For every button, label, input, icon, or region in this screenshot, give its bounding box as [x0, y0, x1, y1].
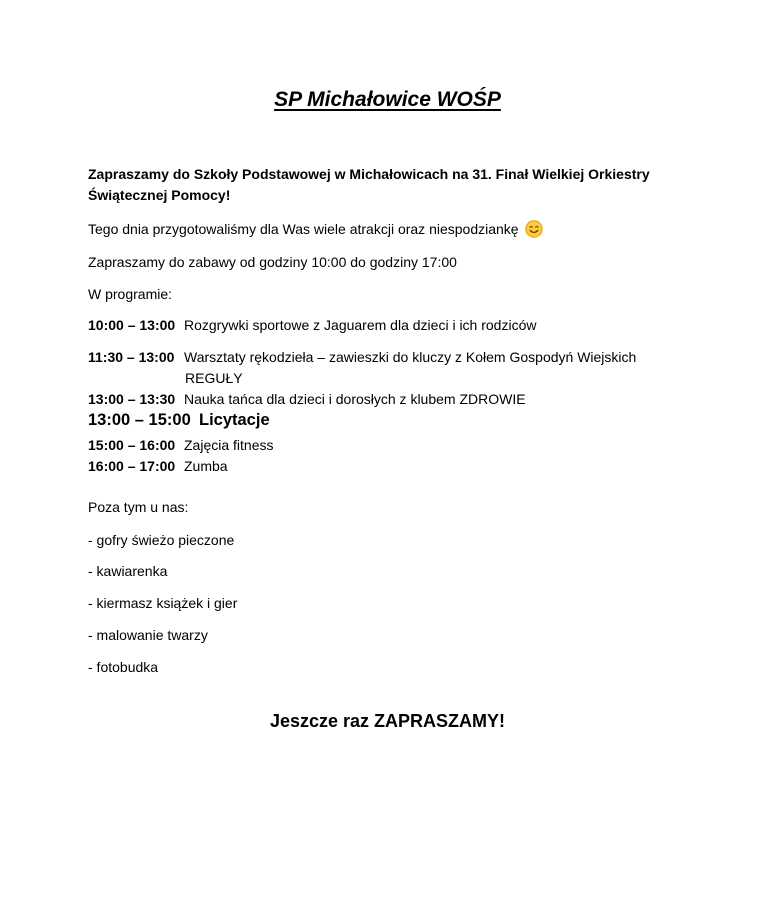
- schedule-time: 11:30 – 13:00: [88, 349, 175, 365]
- schedule-activity: Zajęcia fitness: [184, 437, 274, 453]
- schedule-time: 16:00 – 17:00: [88, 458, 176, 474]
- program-heading: W programie:: [88, 286, 173, 302]
- list-item: - fotobudka: [88, 659, 159, 675]
- schedule-activity-continuation: REGUŁY: [185, 370, 243, 386]
- schedule-activity: Licytacje: [199, 411, 270, 429]
- schedule-time: 13:00 – 13:30: [88, 391, 176, 407]
- schedule-row: [88, 457, 228, 475]
- schedule-row: [88, 316, 536, 334]
- page-title: SP Michałowice WOŚP: [274, 88, 501, 111]
- schedule-row: [88, 348, 636, 366]
- schedule-activity: Nauka tańca dla dzieci i dorosłych z klubem ZDROWIE: [184, 391, 526, 407]
- schedule-row: [88, 436, 273, 454]
- schedule-time: 13:00 – 15:00: [88, 411, 191, 429]
- closing-invitation: Jeszcze raz ZAPRASZAMY!: [269, 711, 506, 731]
- schedule-row: [88, 390, 526, 408]
- list-item: - gofry świeżo pieczone: [88, 532, 235, 548]
- schedule-row-highlight: [88, 411, 270, 429]
- schedule-time: 10:00 – 13:00: [88, 317, 176, 333]
- schedule-time: 15:00 – 16:00: [88, 437, 176, 453]
- attractions-text: Tego dnia przygotowaliśmy dla Was wiele atrakcji oraz niespodziankę: [88, 221, 519, 237]
- schedule-activity: Zumba: [184, 458, 228, 474]
- hours-line: Zapraszamy do zabawy od godziny 10:00 do godziny 17:00: [88, 254, 457, 270]
- attractions-line: [88, 220, 543, 238]
- schedule-activity: Warsztaty rękodzieła – zawieszki do kluczy z Kołem Gospodyń Wiejskich: [184, 349, 637, 365]
- list-item: - malowanie twarzy: [88, 627, 208, 643]
- intro-paragraph: Zapraszamy do Szkoły Podstawowej w Michałowicach na 31. Finał Wielkiej Orkiestry Świątecznej Pomocy!: [88, 166, 650, 203]
- list-item: - kiermasz książek i gier: [88, 595, 238, 611]
- schedule-activity: Rozgrywki sportowe z Jaguarem dla dzieci i ich rodziców: [184, 317, 537, 333]
- list-item: - kawiarenka: [88, 563, 168, 579]
- smiling-face-icon: [525, 220, 543, 238]
- extras-heading: Poza tym u nas:: [88, 499, 189, 515]
